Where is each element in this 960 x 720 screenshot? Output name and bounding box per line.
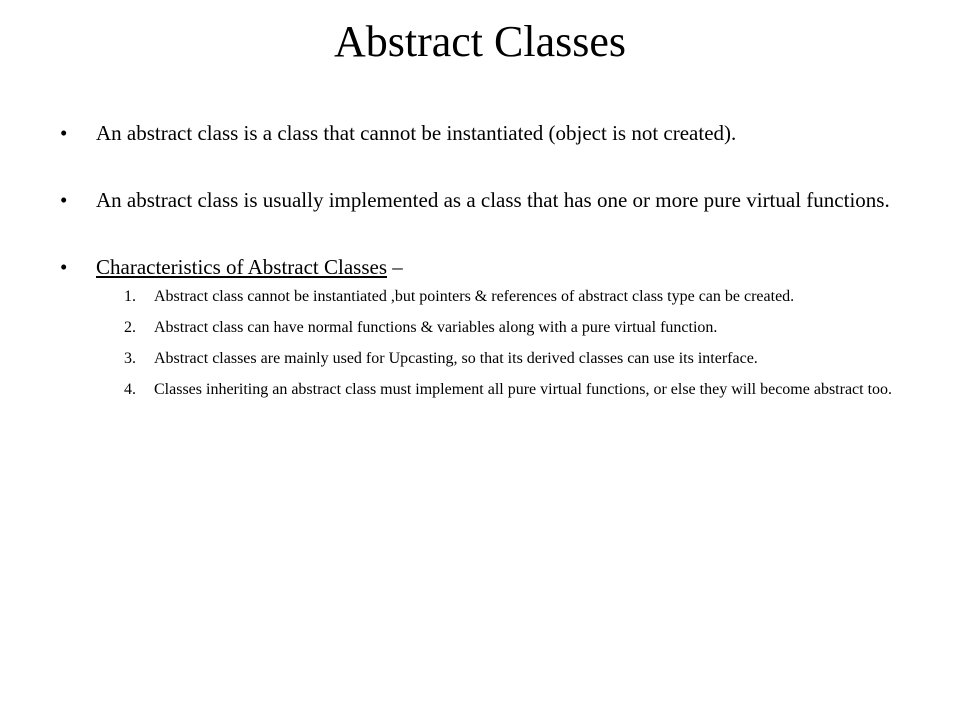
characteristic-item <box>106 348 920 370</box>
characteristics-heading-suffix: – <box>387 255 403 279</box>
characteristic-item <box>106 317 920 339</box>
item-number: 3. <box>124 350 136 367</box>
item-text: Classes inheriting an abstract class must implement all pure virtual functions, or else they will become abstract too. <box>154 381 893 398</box>
bullet-icon: • <box>60 188 68 212</box>
bullet-text: An abstract class is a class that cannot be instantiated (object is not created). <box>96 121 737 145</box>
item-text: Abstract classes are mainly used for Upcasting, so that its derived classes can use its interface. <box>154 350 758 367</box>
slide-title: Abstract Classes <box>333 17 627 66</box>
item-text: Abstract class can have normal functions & variables along with a pure virtual function. <box>154 319 718 336</box>
bullet-icon: • <box>60 255 68 279</box>
characteristics-list <box>96 286 920 401</box>
characteristic-item <box>106 286 920 308</box>
bullet-list <box>60 118 920 410</box>
item-number: 1. <box>124 288 136 305</box>
characteristics-heading: Characteristics of Abstract Classes <box>96 255 388 279</box>
item-number: 2. <box>124 319 136 336</box>
bullet-item <box>60 185 920 215</box>
characteristic-item <box>106 379 920 401</box>
bullet-text: An abstract class is usually implemented as a class that has one or more pure virtual functions. <box>96 188 890 212</box>
item-text: Abstract class cannot be instantiated ,but pointers & references of abstract class type can be created. <box>154 288 795 305</box>
bullet-item <box>60 118 920 148</box>
characteristics-bullet <box>60 252 920 401</box>
item-number: 4. <box>124 381 136 398</box>
bullet-icon: • <box>60 121 68 145</box>
